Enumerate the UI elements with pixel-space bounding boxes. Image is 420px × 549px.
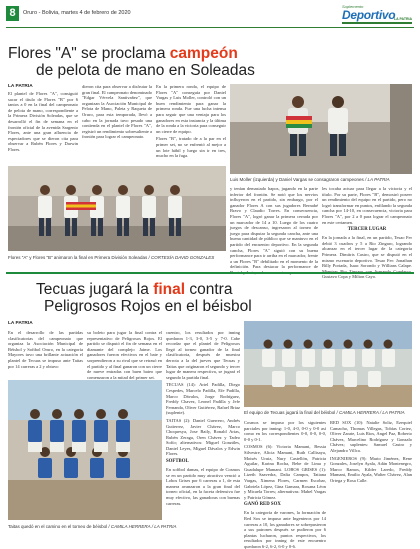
article1-headline-line1: Flores "A" se proclama campeón [8, 45, 238, 62]
logo-main: Deportivo [342, 8, 396, 22]
issue-dateline: Oruro - Bolivia, martes 4 de febrero de 2020 [23, 10, 131, 16]
article1-column-3: En la primera ronda, el equipo de Flores "A" conseguía por Daniel Vargas y Luis Moller, controló con un buen rendimiento para ganar la primera ronda. Fue una lucha intensa para seguir que una ventaja para los ganadores en esta instancia y la última de la ronda a la victoria para conseguir un cierre de equipo. Flores "B", tratado de a la par en el primer set, no se enfrentó al mejor a un lote hábil y luego sin ir en tres, mucho en la fuga. [156, 84, 226, 159]
caption-finalists-group: Flores "A" y Flores "B" animaron la final en Primera División Soleadas / CORTESÍA DAVID GONZALES [8, 255, 215, 260]
photo-tecuas-team [244, 321, 412, 407]
logo-super: Suplemento [342, 4, 364, 9]
logo-underline [342, 22, 412, 24]
article1-kicker: LA PATRIA [8, 84, 33, 89]
logo-tag: LA PATRIA [393, 17, 412, 21]
headline-accent-word: final [153, 281, 186, 298]
article2-column-1: En el desarrollo de las partidas clasificatorias del campeonato que organiza la Asociación Municipal de Béisbol y Softbol Oruro, en la categoría Mayores tuvo una brillante actuación el plantel de Tecuas se impuso ante Taitas por 14 carreras a 2 y obtuvo [8, 330, 83, 369]
article1-headline-line2: de pelota de mano en Soleadas [36, 62, 255, 79]
caption-champions-pair: Luis Moller (izquierda) y Daniel Vargas se consagraron campeones / LA PATRIA [230, 177, 390, 182]
photo-taitas-team [8, 380, 162, 520]
article2-kicker: LA PATRIA [8, 321, 33, 326]
page-number: 8 [6, 6, 19, 21]
article1-column-1: El plantel de Flores "A", consiguió sacar el título de Flores "B" por 6 tantos a 0 en la final del campeonato de pelota de mano, correspondiente a la Primera División Soleadas, que se desarrolló el fin de semana en el frontón oficial de la avenida Sargento Flores, ante una gran afluencia de espectadores que se dieron cita para observar a Rubén Flores y Darwin Flores. [8, 91, 78, 152]
headline-accent-word: campeón [169, 45, 238, 62]
article2-headline-line1: Tecuas jugará la final contra [36, 281, 233, 298]
article1-column-4: y tenían demasiado hapos, jugando en la parte inferior del frontón. Se notó que los nervios influyeron en el partido, sin embargo, por el ganador Flores A con sus jugadores Bernabé Bravo y Claudio Torres. En consecuencia, Flores "A", logró ganar la primera cerrada por un marcador de 14 a 10. Luego de los cuatro juegos de descanso, ingresaron al torneo de juego para disputar la segunda cancha, ante una buena cantidad de público que se mantuvo en el partido del encuentro deportivo. En la segunda cancha, Flores "A" siguió con su buena performance para ir arriba en el marcador, frente a un Flores "B" debilitado en el momento de la definición. Para destacar la performance de [230, 186, 318, 270]
header-rule [6, 27, 414, 28]
subhead-tercer-lugar: TERCER LUGAR [347, 227, 387, 233]
supplement-logo [342, 4, 412, 24]
photo-champions-pair [230, 84, 412, 174]
caption-tecuas-team: El equipo de Tecuas jugará la final del béisbol / CAMILA HERRERA / LA PATRIA [244, 410, 405, 415]
article2-column-3: cuentro, los resultados por inning quedaron 1-3, 3-0, 3-5 y 7-0. Cabe recordar que el plantel de Peligrosos llegó al torneo ganador de la final clasificatoria, después de muestra derrota a la del jueves que Tecuas y Taitas que originaron el segundo y tercer lugar de manera respectiva, se jugará el segundo la partida final. TECUAS (14): Ariel Padilla, Diego Cespedes, Marcelo Padilla, Efe Padilla, Marco Dávalos, Jorge Rodríguez, Freddy Chavez, Leonel Padilla y Jefe Fernanda, Oliver Gutiérrez, Rafael Briaz (suplente). TAITAS (2): Daniel Guerrero, Andrés Gutierrez, Javier Chávez, Marco Choquesya, Jose Baily, Ronald Arias, Rubén Zeraga, Oren Chávez y Tadeo Sofío; alternativos: Miguel Gonzáles, Daniel Leyes, Miguel Dávalos y Edwin Flores. SOFTBOL En softbol damas, el equipo de Cosmos se en un partido muy atractivo venció a Lobos Grises por 6 carreras a 1, de esta manera avanzaron a la gran final del torneo oficial, en la faceta defensiva fue muy efectivo, las ganadoras con buenas carreras. [166, 330, 240, 506]
caption-taitas-team: Taitas quedó en el camino en el torneo de béisbol / CAMILA HERRERA / LA PATRIA [8, 524, 177, 529]
article2-headline-line2: Peligrosos Rojos en el béisbol [44, 298, 252, 315]
article2-column-5: RED SOX (10): Natalie Soliz, Ezequiel Camacho, Thomas Villegas, Tobías Cortez, Oliver Zarate, Luis Rios, Angel Paz, Roberto Chávez, Marcelino Rodríguez y Gonzalo Chávez; suplentes: Samuel Castro y Alejandro Villca. INGENIEROS (9): Mario Jiménez, Rene Gonzales, Joselyn Ayala, Adán Montenegro, Marco Ramos, Kilder Laredo, Freddy Mamani, Emilio Ayala, Walter Chávez, Alan Ortega y Rosa Calle. [330, 420, 412, 483]
article2-column-4: Cosmos se impuso por los siguientes parciales por inning: 1-0, 4-0, 0-0 y 0-0 así como en los correspondientes 0-0, 0-0, 0-0, 0-0 y 0-1. COSMOS (6): Victoria Mamani, Bessia Silvestre, Alicia Mamani, Ruth Callisaya, Moisés Uruiz, Nury Castellón, Patricia Aguilar, Karina Rocha, Bebe de Lima y Guadalupe Mamani. LOBOS GRISES (1): Lizeth Saavedra, Dalia Campos, Tatiana Vargas, Ximena Flores, Carmen Escobar, Gabriela López, Gina Gamara, Roxana Léon y Micaela Torres; alternativas: Mabel Vargas y Patricia Gómez. GANÓ RED SOX En la categoría de varones, la formación de Red Sox se impuso ante Ingenieros por 14 carreras a 10, los ganadores se sobrepusieron a sus patrones después se pudieron por 6 plantas lucharon, puntos respectivos, los resultados por inning de este encuentro quedaron 6-2, 6-2, 6-0 y 0-6. [244, 420, 326, 549]
article1-column-2: dieron cita para observar a disfrutar la gran final. El campeonato denominado "Edgar Vérvela Santivañez", que organizan la Asociación Municipal de Pelota de Mano, Paleta y Raqueta de Oruro, para esta temporada, llevó a cabo en la jornada tuvo pesado una contienda en el plantel de Flores "A", registró un rendimiento sobresaliente a frontón para lograr el campeonato. [82, 84, 152, 140]
article1-column-5: les tocaba actuar para llegar a la victoria y el título. Por su parte, Flores "B", demostró poseer un rendimiento del equipo en el partido, pero no logró transformar en puntos, enfilando la segunda cancha por 14-10, en consecuencia, victoria para Flores "A", por 2 a 0 para lograr el campeonato en este certamen. TERCER LUGAR En la jornada a la final, en un partido, Tesao Fer debió 3 cuadros y 5 a Rio Zingaro, logrando alcanzar en el tercer lugar de la categoría Primera. Dimitris Castro, que se disputó en el mismo escenario deportivo. Tesao Fer: Jonathan Billy Portada, Isaac Sorondo y Willians Calape. Gustavo Copa y Milton Cayo. [322, 186, 412, 280]
subhead-gano-red-sox: GANÓ RED SOX [244, 502, 281, 508]
subhead-softbol: SOFTBOL [166, 459, 189, 465]
article2-column-2: su boleto para jugar la final contra el representativo de Peligrosos Rojos. El partido se disputó el fin de semana en el diamante del complejo Jaime. Los ganadores fueron efectivos en el bate y sorprendieron a su rival que se retrasó en el partido y al final ganaron con un cierre de nueve entradas con buen bateo que comenzaron a la mitad del primer set. [87, 330, 162, 380]
photo-finalists-group [8, 166, 226, 251]
section-divider [6, 272, 414, 274]
